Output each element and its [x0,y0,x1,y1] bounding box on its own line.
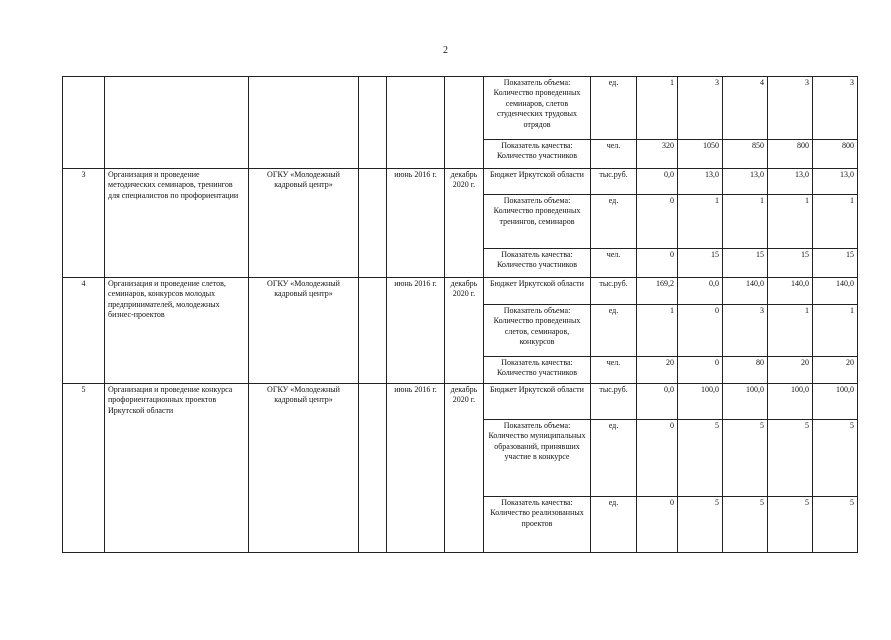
indicator-unit: тыс.руб. [591,278,637,305]
value-2016: 1 [637,305,678,357]
value-2016: 0,0 [637,384,678,420]
value-2018: 850 [723,140,768,169]
indicator-unit: чел. [591,357,637,384]
indicator-text: Показатель качества: Количество реализованных проектов [484,497,591,553]
value-2019: 3 [768,77,813,140]
indicator-unit: тыс.руб. [591,384,637,420]
end-date: декабрь 2020 г. [445,278,484,384]
row-number [63,77,105,169]
value-2018: 1 [723,195,768,249]
blank-cell [359,384,387,553]
indicator-unit: чел. [591,249,637,278]
value-2019: 5 [768,497,813,553]
value-2020: 140,0 [813,278,858,305]
indicator-unit: ед. [591,77,637,140]
end-date: декабрь 2020 г. [445,384,484,553]
table-row [63,169,858,195]
value-2016: 0 [637,249,678,278]
value-2016: 1 [637,77,678,140]
value-2020: 1 [813,305,858,357]
measure-name: Организация и проведение методических семинаров, тренингов для специалистов по профориентации [105,169,249,278]
value-2019: 800 [768,140,813,169]
blank-cell [359,169,387,278]
value-2019: 13,0 [768,169,813,195]
indicator-unit: ед. [591,420,637,497]
table-row [63,278,858,305]
value-2018: 5 [723,420,768,497]
program-table [62,76,858,553]
executor: ОГКУ «Молодежный кадровый центр» [249,278,359,384]
indicator-text: Показатель качества: Количество участников [484,357,591,384]
value-2018: 4 [723,77,768,140]
row-number: 3 [63,169,105,278]
page-number: 2 [443,45,448,56]
value-2019: 15 [768,249,813,278]
value-2019: 1 [768,195,813,249]
indicator-text: Показатель качества: Количество участников [484,140,591,169]
value-2020: 15 [813,249,858,278]
start-date: июнь 2016 г. [387,278,445,384]
indicator-unit: тыс.руб. [591,169,637,195]
value-2019: 1 [768,305,813,357]
value-2020: 5 [813,420,858,497]
value-2018: 140,0 [723,278,768,305]
indicator-text: Показатель качества: Количество участников [484,249,591,278]
value-2020: 800 [813,140,858,169]
value-2017: 5 [678,420,723,497]
value-2020: 5 [813,497,858,553]
value-2017: 0 [678,357,723,384]
value-2016: 0,0 [637,169,678,195]
value-2018: 80 [723,357,768,384]
start-date: июнь 2016 г. [387,169,445,278]
measure-name [105,77,249,169]
value-2019: 20 [768,357,813,384]
start-date: июнь 2016 г. [387,384,445,553]
table-row [63,77,858,140]
executor [249,77,359,169]
value-2017: 5 [678,497,723,553]
value-2017: 0,0 [678,278,723,305]
value-2019: 5 [768,420,813,497]
indicator-text: Бюджет Иркутской области [484,384,591,420]
value-2018: 5 [723,497,768,553]
indicator-text: Показатель объема: Количество муниципальных образований, принявших участие в конкурсе [484,420,591,497]
value-2016: 0 [637,420,678,497]
value-2017: 100,0 [678,384,723,420]
value-2020: 1 [813,195,858,249]
value-2017: 3 [678,77,723,140]
blank-cell [359,278,387,384]
value-2020: 100,0 [813,384,858,420]
value-2020: 20 [813,357,858,384]
indicator-text: Показатель объема: Количество проведенных семинаров, слетов студенческих трудовых отрядов [484,77,591,140]
value-2020: 3 [813,77,858,140]
indicator-text: Показатель объема: Количество проведенных тренингов, семинаров [484,195,591,249]
value-2017: 1 [678,195,723,249]
measure-name: Организация и проведение слетов, семинаров, конкурсов молодых предпринимателей, молодежных бизнес-проектов [105,278,249,384]
value-2017: 15 [678,249,723,278]
end-date: декабрь 2020 г. [445,169,484,278]
executor: ОГКУ «Молодежный кадровый центр» [249,169,359,278]
measure-name: Организация и проведение конкурса профориентационных проектов Иркутской области [105,384,249,553]
row-number: 5 [63,384,105,553]
value-2016: 20 [637,357,678,384]
start-date [387,77,445,169]
value-2018: 15 [723,249,768,278]
value-2016: 169,2 [637,278,678,305]
indicator-text: Бюджет Иркутской области [484,278,591,305]
value-2016: 0 [637,195,678,249]
indicator-text: Бюджет Иркутской области [484,169,591,195]
value-2017: 0 [678,305,723,357]
indicator-unit: чел. [591,140,637,169]
value-2017: 13,0 [678,169,723,195]
value-2018: 100,0 [723,384,768,420]
value-2018: 13,0 [723,169,768,195]
end-date [445,77,484,169]
row-number: 4 [63,278,105,384]
value-2016: 0 [637,497,678,553]
indicator-unit: ед. [591,497,637,553]
indicator-unit: ед. [591,305,637,357]
value-2019: 100,0 [768,384,813,420]
value-2019: 140,0 [768,278,813,305]
value-2017: 1050 [678,140,723,169]
indicator-text: Показатель объема: Количество проведенных слетов, семинаров, конкурсов [484,305,591,357]
value-2016: 320 [637,140,678,169]
indicator-unit: ед. [591,195,637,249]
table-row [63,384,858,420]
executor: ОГКУ «Молодежный кадровый центр» [249,384,359,553]
value-2018: 3 [723,305,768,357]
blank-cell [359,77,387,169]
value-2020: 13,0 [813,169,858,195]
